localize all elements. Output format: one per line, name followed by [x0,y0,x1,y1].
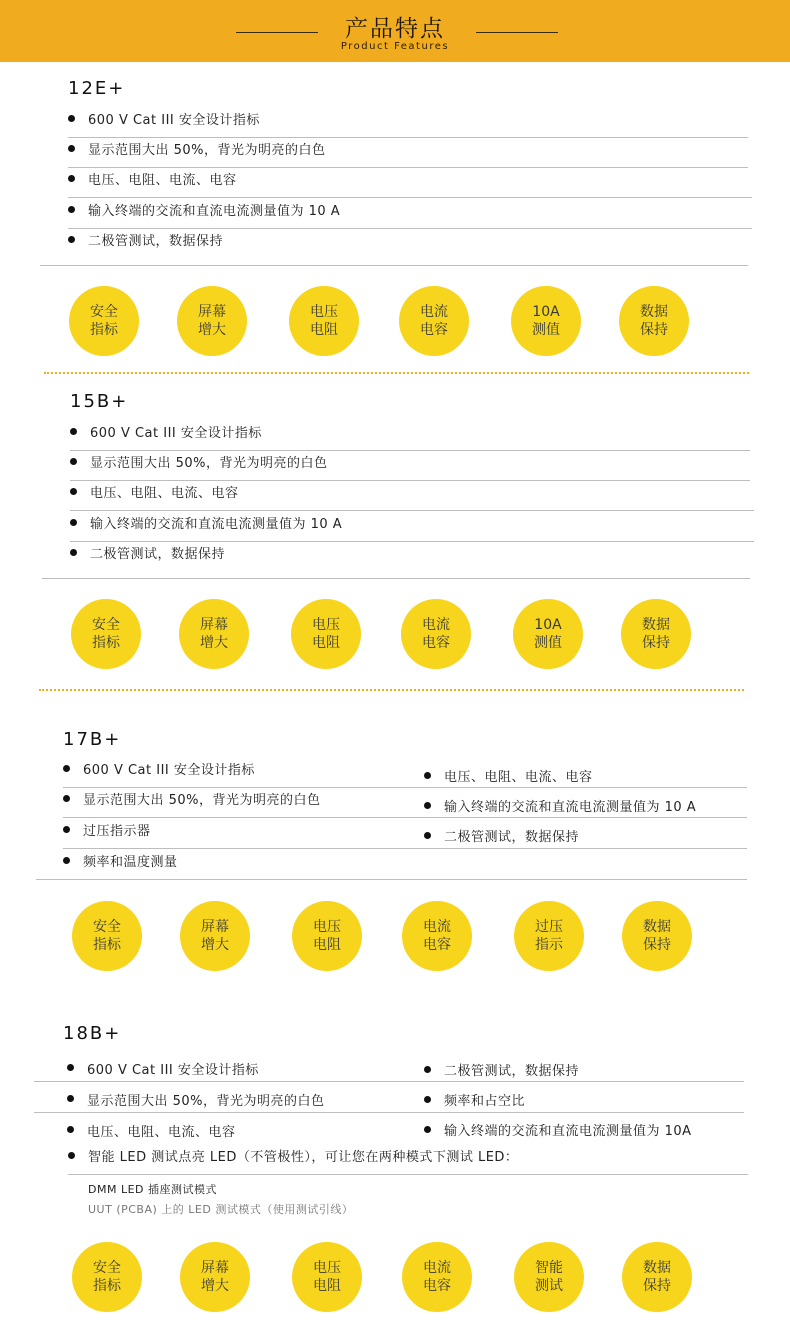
bullet-icon [424,1066,431,1073]
feature-badges [72,1242,693,1312]
feature-item: 600 V Cat III 安全设计指标 [68,107,748,138]
bullet-icon [68,145,75,152]
badge: 数据 保持 [622,1242,692,1312]
feature-item: 频率和温度测量 [36,849,747,880]
badge: 数据 保持 [621,599,691,669]
feature-item: 600 V Cat III 安全设计指标 [70,420,750,451]
feature-item: 显示范围大出 50%，背光为明亮的白色 [68,137,748,168]
bullet-icon [68,236,75,243]
page-subtitle: Product Features [340,41,450,52]
bullet-icon [70,428,77,435]
badge: 屏幕 增大 [179,599,249,669]
badge: 安全 指标 [72,1242,142,1312]
bullet-icon [70,519,77,526]
feature-item: 电压、电阻、电流、电容 [34,1113,744,1143]
badge: 电压 电阻 [289,286,359,356]
badge: 电压 电阻 [291,599,361,669]
header-rule-right [476,32,558,33]
badge: 电压 电阻 [292,1242,362,1312]
feature-item: 输入终端的交流和直流电流测量值为 10 A [70,511,754,542]
badge: 10A 测值 [513,599,583,669]
sub-note: DMM LED 插座测试模式 [88,1183,217,1196]
model-title: 17B+ [63,729,122,750]
bullet-icon [424,832,431,839]
feature-item: 显示范围大出 50%，背光为明亮的白色 [63,787,747,818]
model-title: 18B+ [63,1023,122,1044]
bullet-icon [63,857,70,864]
sub-note: UUT (PCBA) 上的 LED 测试模式（使用测试引线） [88,1203,354,1216]
header-banner [0,0,790,62]
badge: 电压 电阻 [292,901,362,971]
section-divider [39,689,744,691]
bullet-icon [70,549,77,556]
feature-item: 电压、电阻、电流、电容 [70,480,754,511]
bullet-icon [424,772,431,779]
badge: 屏幕 增大 [177,286,247,356]
bullet-icon [424,1096,431,1103]
badge: 10A 测值 [511,286,581,356]
badge: 屏幕 增大 [180,1242,250,1312]
badge: 数据 保持 [622,901,692,971]
badge: 电流 电容 [401,599,471,669]
bullet-icon [68,206,75,213]
feature-badges [72,901,693,971]
feature-badges [69,286,690,356]
badge: 电流 电容 [399,286,469,356]
badge: 电流 电容 [402,901,472,971]
bullet-icon [63,795,70,802]
bullet-icon [68,1152,75,1159]
badge: 智能 测试 [514,1242,584,1312]
bullet-icon [67,1095,74,1102]
bullet-icon [63,765,70,772]
model-title: 12E+ [68,78,126,99]
bullet-icon [424,802,431,809]
feature-item: 二极管测试，数据保持 [40,228,748,266]
bullet-icon [68,175,75,182]
feature-item: 电压、电阻、电流、电容 [68,167,752,198]
badge: 数据 保持 [619,286,689,356]
feature-badges [71,599,692,669]
feature-item: 输入终端的交流和直流电流测量值为 10 A [68,198,752,229]
feature-item-full: 智能 LED 测试点亮 LED（不管极性），可让您在两种模式下测试 LED： [68,1144,748,1175]
bullet-icon [70,458,77,465]
feature-item: 600 V Cat III 安全设计指标 [63,757,747,788]
bullet-icon [67,1126,74,1133]
bullet-icon [70,488,77,495]
badge: 电流 电容 [402,1242,472,1312]
bullet-icon [424,1126,431,1133]
bullet-icon [67,1064,74,1071]
badge: 安全 指标 [69,286,139,356]
bullet-icon [68,115,75,122]
badge: 屏幕 增大 [180,901,250,971]
feature-item: 显示范围大出 50%，背光为明亮的白色 [70,450,750,481]
badge: 过压 指示 [514,901,584,971]
section-divider [44,372,749,374]
page-title: 产品特点 [345,16,445,42]
feature-item: 600 V Cat III 安全设计指标 [34,1051,744,1082]
feature-item: 过压指示器 [63,818,747,849]
model-title: 15B+ [70,391,129,412]
feature-item: 显示范围大出 50%，背光为明亮的白色 [34,1082,744,1113]
feature-item: 二极管测试，数据保持 [42,541,750,579]
badge: 安全 指标 [71,599,141,669]
bullet-icon [63,826,70,833]
badge: 安全 指标 [72,901,142,971]
